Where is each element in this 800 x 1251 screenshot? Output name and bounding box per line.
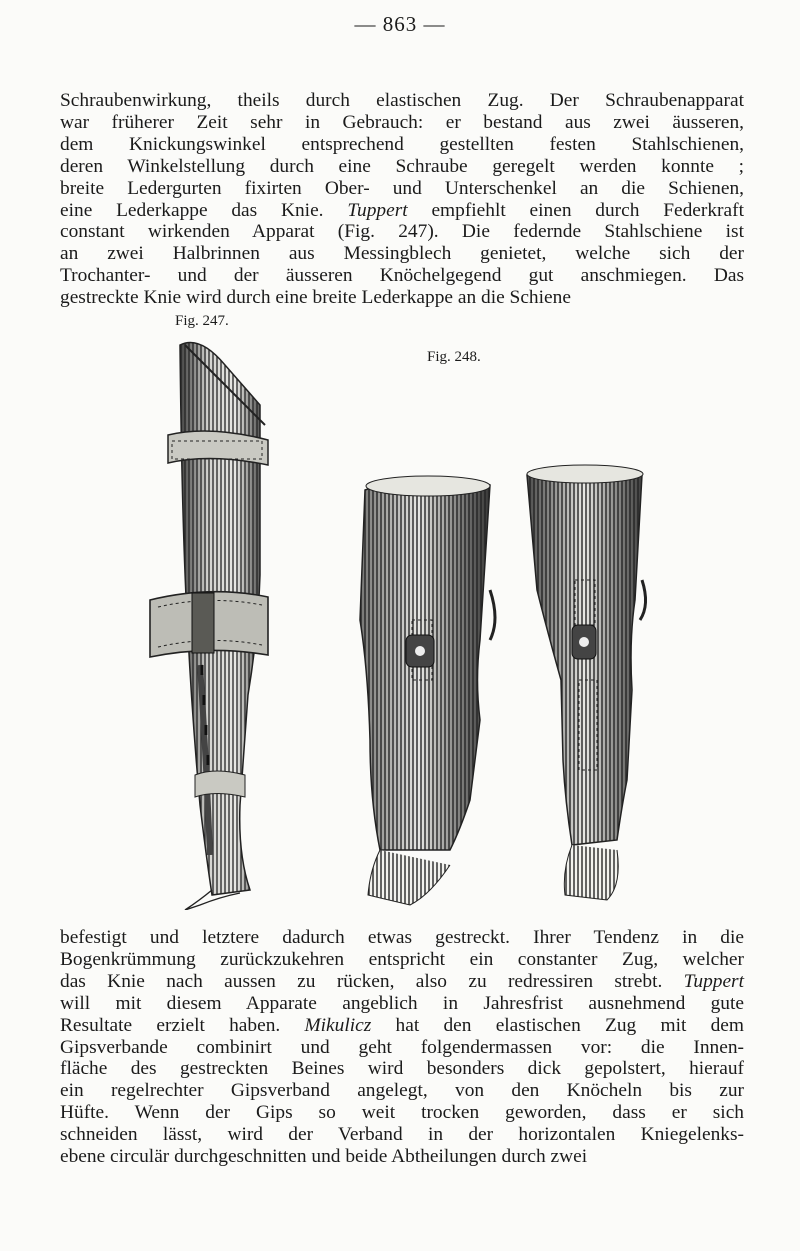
text-line: constant wirkenden Apparat (Fig. 247). Die federnde Stahlschiene ist	[60, 221, 744, 243]
text-line: befestigt und letztere dadurch etwas gestreckt. Ihrer Tendenz in die	[60, 927, 744, 948]
page-number: — 863 —	[354, 12, 446, 36]
text-line: breite Ledergurten fixirten Ober- und Unterschenkel an die Schienen,	[60, 177, 744, 199]
figure-247-label: Fig. 247.	[175, 313, 229, 329]
text-line-part: empfiehlt einen durch Federkraft	[431, 199, 744, 221]
text-line: ebene circulär durchgeschnitten und beide Abtheilungen durch zwei	[60, 1146, 588, 1168]
figure-248-label: Fig. 248.	[427, 349, 481, 365]
text-line	[60, 200, 744, 222]
author-name-tuppert: Tuppert	[683, 970, 744, 992]
text-line: Hüfte. Wenn der Gips so weit trocken geworden, dass er sich	[60, 1102, 744, 1124]
author-name-mikulicz: Mikulicz	[304, 1014, 372, 1036]
paragraph-top	[60, 90, 744, 309]
text-line: schneiden lässt, wird der Verband in der horizontalen Kniegelenks-	[60, 1124, 744, 1146]
text-line-part: das Knie nach aussen zu rücken, also zu redressiren strebt.	[60, 970, 663, 992]
text-line: war früherer Zeit sehr in Gebrauch: er bestand aus zwei äusseren,	[60, 111, 744, 133]
text-line: Trochanter- und der äusseren Knöchelgegend gut anschmiegen. Das	[60, 265, 744, 287]
figure-248-right-illustration	[517, 460, 652, 910]
text-line: fläche des gestreckten Beines wird besonders dick gepolstert, hierauf	[60, 1058, 744, 1080]
text-line: an zwei Halbrinnen aus Messingblech genietet, welche sich der	[60, 243, 744, 265]
text-line: Schraubenwirkung, theils durch elastischen Zug. Der Schraubenapparat	[60, 90, 744, 111]
text-line-part: Resultate erzielt haben.	[60, 1014, 281, 1036]
text-line: will mit diesem Apparate angeblich in Jahresfrist ausnehmend gute	[60, 992, 744, 1014]
text-line: gestreckte Knie wird durch eine breite Lederkappe an die Schiene	[60, 287, 571, 309]
paragraph-bottom	[60, 927, 744, 1168]
text-line: Bogenkrümmung zurückzukehren entspricht ein constanter Zug, welcher	[60, 948, 744, 970]
text-line: Gipsverbande combinirt und geht folgendermassen vor: die Innen-	[60, 1036, 744, 1058]
text-line	[60, 1015, 744, 1037]
figure-247-illustration	[140, 335, 290, 910]
text-line-part: hat den elastischen Zug mit dem	[395, 1014, 744, 1036]
text-line-part: eine Lederkappe das Knie.	[60, 199, 324, 221]
text-line: dem Knickungswinkel entsprechend gestellten festen Stahlschienen,	[60, 133, 744, 155]
figure-248-left-illustration	[340, 470, 500, 910]
text-line: ein regelrechter Gipsverband angelegt, von den Knöcheln bis zur	[60, 1080, 744, 1102]
text-line: deren Winkelstellung durch eine Schraube geregelt werden konnte ;	[60, 155, 744, 177]
author-name-tuppert: Tuppert	[347, 199, 408, 221]
text-line	[60, 971, 744, 993]
